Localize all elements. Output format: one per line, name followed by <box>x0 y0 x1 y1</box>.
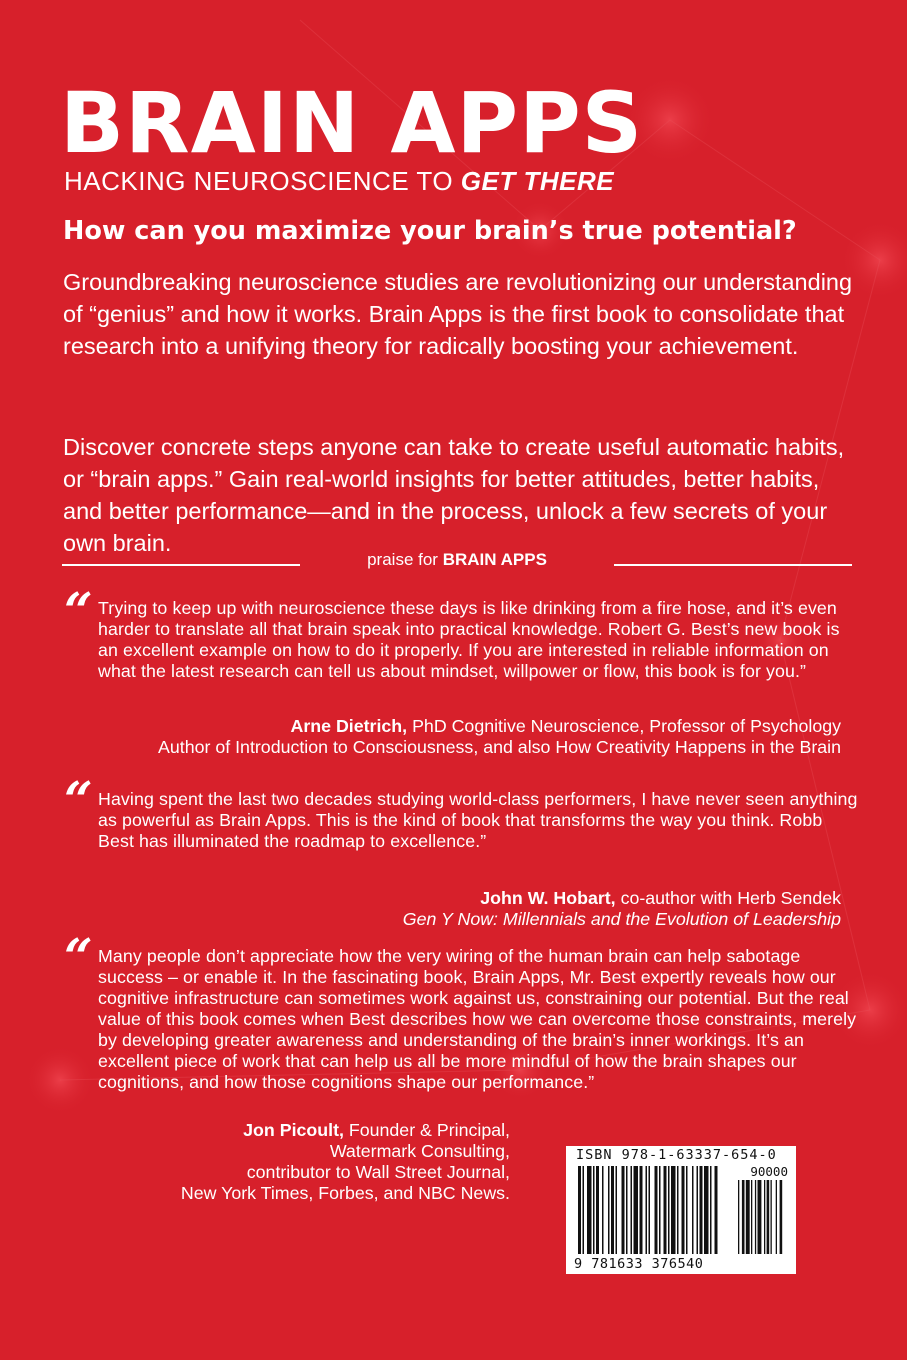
divider-rule-right <box>614 564 852 566</box>
barcode-addon-number: 90000 <box>750 1164 788 1179</box>
barcode-bar <box>668 1166 670 1254</box>
testimonial-attribution <box>61 888 841 930</box>
testimonial-quote: Many people don’t appreciate how the very wiring of the human brain can help sabotage success – or enable it. In the fascinating book, Brain Apps, Mr. Best expertly reveals how our cognitive infrastructure can sometimes work against us, constraining our potential. But the real value of this book comes when Best describes how we can overcome those constraints, merely by developing greater awareness and understanding of the brain’s inner workings. It’s an excellent piece of work that can help us all be more mindful of how the brain shapes our cognitions, and how those cognitions shape our performance.” <box>98 946 857 1092</box>
barcode-bar <box>608 1166 610 1254</box>
quote-mark-icon: “ <box>64 581 93 640</box>
barcode-bar <box>692 1166 694 1254</box>
barcode-bar <box>664 1166 667 1254</box>
testimonial-credit-line: contributor to Wall Street Journal, <box>246 1162 510 1182</box>
testimonial-credit-line: Watermark Consulting, <box>329 1141 510 1161</box>
barcode-bar <box>700 1166 703 1254</box>
barcode-addon-bar <box>771 1180 772 1254</box>
barcode-bar <box>634 1166 639 1254</box>
testimonial-quote: Having spent the last two decades studying world-class performers, I have never seen anything as powerful as Brain Apps. This is the kind of book that transforms the way you think. Robb Best has illuminated the roadmap to excellence.” <box>98 789 858 851</box>
barcode-addon-bar <box>780 1180 783 1254</box>
barcode-bar <box>655 1166 658 1254</box>
barcode-bar <box>677 1166 679 1254</box>
testimonial-credit: co-author with Herb Sendek <box>615 888 841 908</box>
barcode-bar <box>671 1166 676 1254</box>
description-paragraph: Groundbreaking neuroscience studies are revolutionizing our understanding of “genius” and how it works. Brain Apps is the first book to consolidate that research into a unifying theory for radically boosting your achievement. <box>63 269 853 359</box>
barcode-bar <box>686 1166 688 1254</box>
barcode-addon-bar <box>755 1180 756 1254</box>
quote-mark-icon: “ <box>64 770 93 829</box>
testimonial-credit-line: Author of Introduction to Consciousness, and also How Creativity Happens in the Brain <box>158 737 841 757</box>
barcode-bar <box>596 1166 599 1254</box>
barcode-bar <box>649 1166 651 1254</box>
barcode-addon-bar <box>738 1180 739 1254</box>
barcode-addon-bar <box>751 1180 752 1254</box>
testimonial-attribution <box>61 716 841 758</box>
praise-prefix: praise for <box>367 550 443 569</box>
book-title: BRAIN APPS <box>60 74 644 172</box>
testimonial-author: John W. Hobart, <box>480 888 616 908</box>
barcode-bar <box>587 1166 592 1254</box>
barcode-addon-bar <box>764 1180 765 1254</box>
headline-question: How can you maximize your brain’s true potential? <box>63 216 797 246</box>
testimonial-book-title: Gen Y Now: Millennials and the Evolution of Leadership <box>402 909 841 929</box>
barcode-bar <box>622 1166 625 1254</box>
barcode-bar <box>704 1166 709 1254</box>
barcode-bar <box>593 1166 595 1254</box>
isbn-number: ISBN 978-1-63337-654-0 <box>576 1147 777 1163</box>
barcode-bar <box>659 1166 661 1254</box>
praise-divider <box>62 544 852 576</box>
barcode-bar <box>578 1166 581 1254</box>
barcode-bar <box>710 1166 712 1254</box>
testimonial-author: Jon Picoult, <box>243 1120 344 1140</box>
barcode-bar <box>646 1166 648 1254</box>
barcode-bar <box>640 1166 643 1254</box>
isbn-barcode <box>566 1146 796 1274</box>
barcode-bar <box>697 1166 699 1254</box>
barcode-bar <box>682 1166 685 1254</box>
praise-title: BRAIN APPS <box>442 550 547 569</box>
praise-label <box>62 550 852 570</box>
quote-mark-icon: “ <box>64 927 93 986</box>
subtitle-emphasis: GET THERE <box>460 166 615 196</box>
book-subtitle <box>64 166 614 196</box>
barcode-bar <box>631 1166 633 1254</box>
barcode-bar <box>602 1166 604 1254</box>
testimonial-credit: PhD Cognitive Neuroscience, Professor of Psychology <box>407 716 841 736</box>
barcode-bars <box>578 1166 784 1254</box>
description-paragraph: Discover concrete steps anyone can take to create useful automatic habits, or “brain apps.” Gain real-world insights for better attitudes, better habits, and better performance—and in the process, unlock a few secrets of your own brain. <box>63 434 845 556</box>
ean-digits: 9 781633 376540 <box>574 1256 704 1272</box>
testimonial-credit-line: New York Times, Forbes, and NBC News. <box>180 1183 510 1203</box>
testimonial-attribution <box>120 1120 510 1204</box>
subtitle-plain: HACKING NEUROSCIENCE TO <box>64 166 461 196</box>
barcode-addon-bar <box>742 1180 745 1254</box>
barcode-addon-bar <box>746 1180 750 1254</box>
testimonial-author: Arne Dietrich, <box>290 716 408 736</box>
testimonial-quote: Trying to keep up with neuroscience these days is like drinking from a fire hose, and it’s even harder to translate all that brain speak into practical knowledge. Robert G. Best’s new book is an excellent example on how to do it properly. If you are interested in reliable information on what the latest research can tell us about mindset, willpower or flow, this book is for you.” <box>98 598 840 681</box>
barcode-bar <box>715 1166 718 1254</box>
testimonial-credit: Founder & Principal, <box>343 1120 510 1140</box>
barcode-bar <box>583 1166 585 1254</box>
barcode-addon-bar <box>758 1180 762 1254</box>
barcode-bar <box>611 1166 614 1254</box>
barcode-addon-bar <box>767 1180 770 1254</box>
barcode-addon-bar <box>776 1180 777 1254</box>
barcode-bar <box>616 1166 618 1254</box>
barcode-bar <box>626 1166 628 1254</box>
